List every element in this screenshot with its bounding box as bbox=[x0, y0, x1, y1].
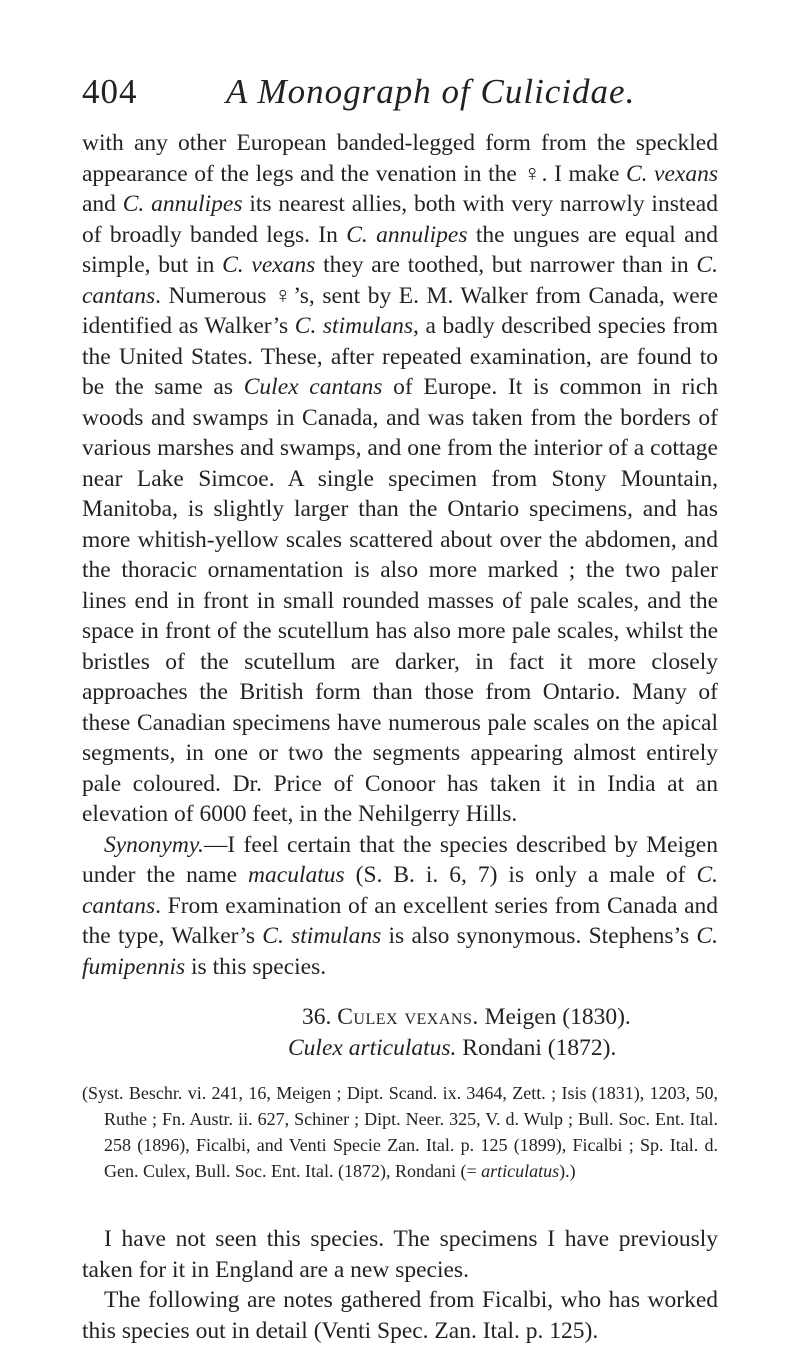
species-heading bbox=[82, 1002, 718, 1064]
references-block bbox=[82, 1080, 718, 1184]
species-synonym: Culex articulatus. Rondani (1872). bbox=[288, 1035, 617, 1061]
references-text: (Syst. Beschr. vi. 241, 16, Meigen ; Dipt. Scand. ix. 3464, Zett. ; Isis (1831), 1203, 50, Ruthe ; Fn. Austr. ii. 627, Schiner ; Dipt. Neer. 325, V. d. Wulp ; Bull. Soc. Ent. Ital. 258 (1896), Ficalbi, and Venti Specie Zan. Ital. p. 125 (1899), Ficalbi ; Sp. Ital. d. Gen. Culex, Bull. Soc. Ent. Ital. (1872), Rondani (= articulatus).) bbox=[82, 1083, 718, 1181]
paragraph-4: The following are notes gathered from Ficalbi, who has worked this species out in detail (Venti Spec. Zan. Ital. p. 125). bbox=[82, 1287, 718, 1344]
species-title: 36. Culex vexans. Meigen (1830). bbox=[302, 1004, 631, 1030]
running-title: A Monograph of Culicidae. bbox=[226, 72, 636, 111]
page-number: 404 bbox=[82, 72, 138, 111]
paragraph-1: with any other European banded-legged form from the speckled appearance of the legs and the venation in the ♀. I make C. vexans and C. annulipes its nearest allies, both with very narrowly instead of broadly banded legs. In C. annulipes the ungues are equal and simple, but in C. vexans they are toothed, but narrower than in C. cantans. Numerous ♀’s, sent by E. M. Walker from Canada, were identified as Walker’s C. stimulans, a badly described species from the United States. These, after repeated examination, are found to be the same as Culex cantans of Europe. It is common in rich woods and swamps in Canada, and was taken from the borders of various marshes and swamps, and one from the interior of a cottage near Lake Simcoe. A single specimen from Stony Mountain, Manitoba, is slightly larger than the Ontario specimens, and has more whitish-yellow scales scattered about over the abdomen, and the thoracic ornamentation is also more marked ; the two paler lines end in front in small rounded masses of pale scales, and the space in front of the scutellum has also more pale scales, whilst the bristles of the scutellum are darker, in fact it more closely approaches the British form than those from Ontario. Many of these Canadian specimens have numerous pale scales on the apical segments, in one or two the segments appearing almost entirely pale coloured. Dr. Price of Conoor has taken it in India at an elevation of 6000 feet, in the Nehilgerry Hills. bbox=[82, 130, 719, 827]
paragraph-synonymy: Synonymy.—I feel certain that the species described by Meigen under the name maculatus (S. B. i. 6, 7) is only a male of C. cantans. From examination of an excellent series from Canada and the type, Walker’s C. stimulans is also synonymous. Stephens’s C. fumipennis is this species. bbox=[82, 831, 719, 980]
paragraph-3: I have not seen this species. The specimens I have previously taken for it in England are a new species. bbox=[82, 1226, 718, 1283]
body-text-lower bbox=[82, 1224, 718, 1346]
body-text-upper bbox=[82, 128, 718, 982]
